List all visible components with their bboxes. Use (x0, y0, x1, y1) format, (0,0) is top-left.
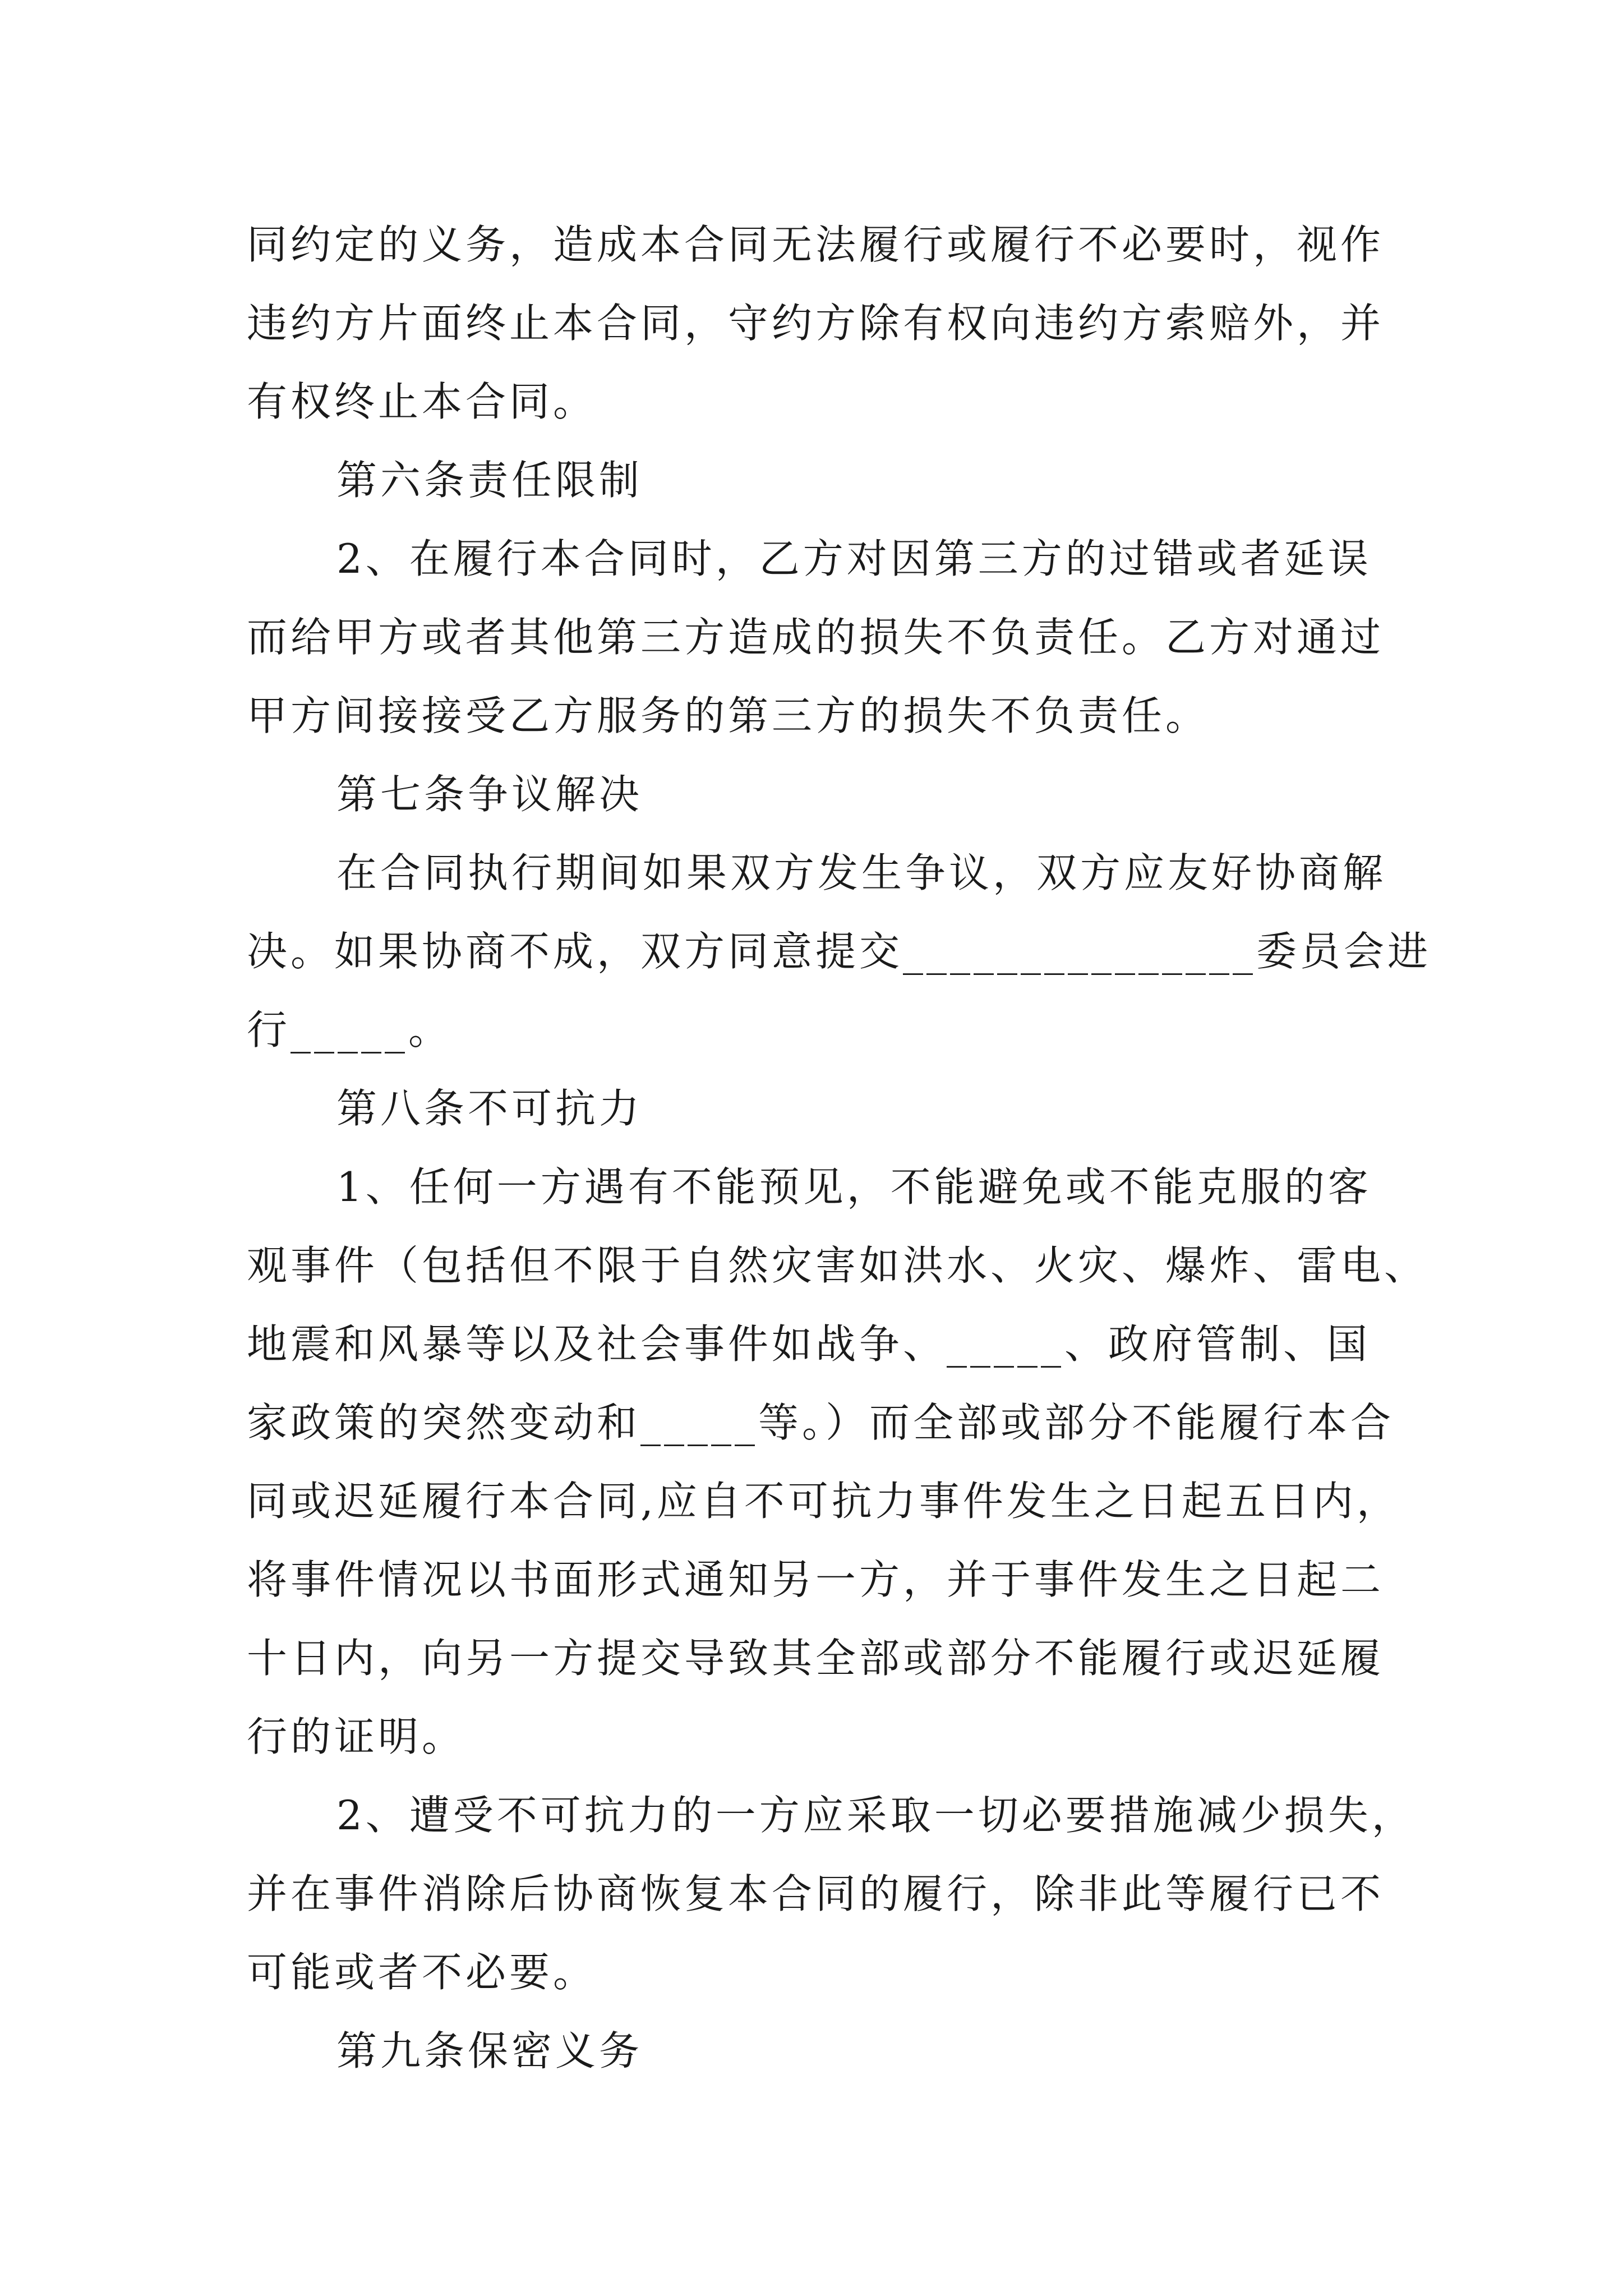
body-text-line: 违约方片面终止本合同，守约方除有权向违约方索赔外，并 (247, 300, 1385, 347)
section-heading: 第八条不可抗力 (336, 1085, 643, 1132)
body-text-line: 观事件（包括但不限于自然灾害如洪水、火灾、爆炸、雷电、 (247, 1242, 1428, 1289)
body-text-line: 而给甲方或者其他第三方造成的损失不负责任。乙方对通过 (247, 614, 1385, 661)
body-text-line: 同约定的义务，造成本合同无法履行或履行不必要时，视作 (247, 221, 1385, 268)
body-text-line: 十日内，向另一方提交导致其全部或部分不能履行或迟延履 (247, 1635, 1385, 1682)
body-text-line: 行_____。 (247, 1006, 453, 1053)
body-text-line: 行的证明。 (247, 1713, 466, 1760)
body-text-line: 甲方间接接受乙方服务的第三方的损失不负责任。 (247, 692, 1210, 739)
section-heading: 第六条责任限制 (336, 457, 643, 504)
body-text-line: 同或迟延履行本合同,应自不可抗力事件发生之日起五日内， (247, 1478, 1400, 1525)
body-text-line: 决。如果协商不成，双方同意提交_______________委员会进 (247, 928, 1432, 975)
body-text-line: 有权终止本合同。 (247, 378, 597, 425)
body-text-line: 将事件情况以书面形式通知另一方，并于事件发生之日起二 (247, 1556, 1385, 1603)
body-text-line: 在合同执行期间如果双方发生争议，双方应友好协商解 (336, 849, 1387, 896)
section-heading: 第九条保密义务 (336, 2027, 643, 2074)
body-text-line: 并在事件消除后协商恢复本合同的履行，除非此等履行已不 (247, 1870, 1385, 1917)
body-text-line: 2、遭受不可抗力的一方应采取一切必要措施减少损失， (336, 1792, 1415, 1839)
body-text-line: 家政策的突然变动和_____等。）而全部或部分不能履行本合 (247, 1399, 1395, 1446)
section-heading: 第七条争议解决 (336, 771, 643, 818)
body-text-line: 2、在履行本合同时，乙方对因第三方的过错或者延误 (336, 535, 1372, 582)
body-text-line: 1、任何一方遇有不能预见，不能避免或不能克服的客 (336, 1163, 1372, 1211)
body-text-line: 地震和风暴等以及社会事件如战争、_____、政府管制、国 (247, 1320, 1371, 1368)
body-text-line: 可能或者不必要。 (247, 1949, 597, 1996)
